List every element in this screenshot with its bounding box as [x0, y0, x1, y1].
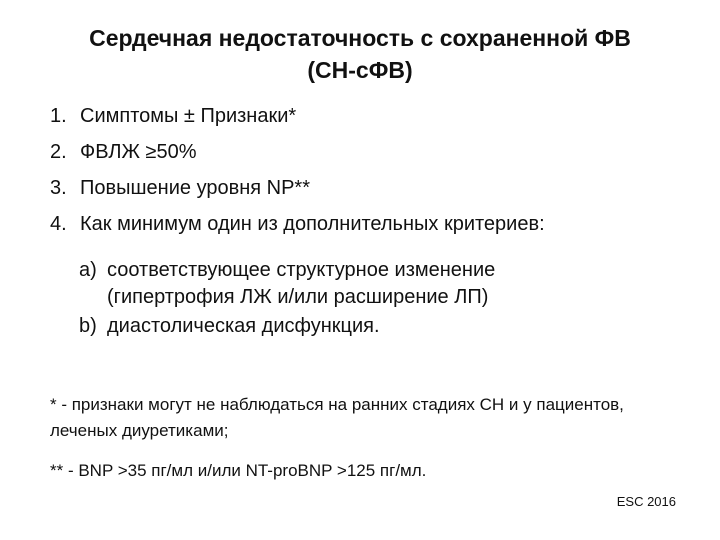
title-line-1: Сердечная недостаточность с сохраненной ФВ [89, 25, 631, 51]
criteria-number: 2. [50, 141, 67, 163]
criteria-text: Как минимум один из дополнительных критериев: [80, 213, 545, 235]
criteria-list [50, 103, 690, 247]
criteria-number: 3. [50, 177, 67, 199]
criteria-item [50, 175, 690, 211]
subcriteria-list [79, 257, 679, 340]
subcriteria-item [79, 257, 679, 311]
criteria-number: 4. [50, 213, 67, 235]
criteria-text: Повышение уровня NP** [80, 177, 310, 199]
title-line-2: (СН-сФВ) [307, 57, 413, 83]
subcriteria-letter: a) [79, 259, 97, 281]
criteria-text: ФВЛЖ ≥50% [80, 141, 197, 163]
criteria-item [50, 211, 690, 247]
criteria-number: 1. [50, 105, 67, 127]
criteria-text: Симптомы ± Признаки* [80, 105, 297, 127]
criteria-item [50, 139, 690, 175]
subcriteria-letter: b) [79, 315, 97, 337]
subcriteria-text-line: соответствующее структурное изменение [107, 259, 496, 281]
source-label: ESC 2016 [616, 494, 676, 509]
footnotes [50, 392, 680, 484]
slide-title [40, 22, 680, 86]
criteria-item [50, 103, 690, 139]
subcriteria-text-line: диастолическая дисфункция. [107, 315, 380, 337]
subcriteria-text-line: (гипертрофия ЛЖ и/или расширение ЛП) [107, 286, 489, 308]
footnote-2: ** - BNP >35 пг/мл и/или NT-proBNP >125 пг/мл. [50, 461, 427, 480]
subcriteria-item [79, 313, 679, 340]
footnote-1: * - признаки могут не наблюдаться на ранних стадиях СН и у пациентов, леченых диуретиками; [50, 395, 624, 440]
